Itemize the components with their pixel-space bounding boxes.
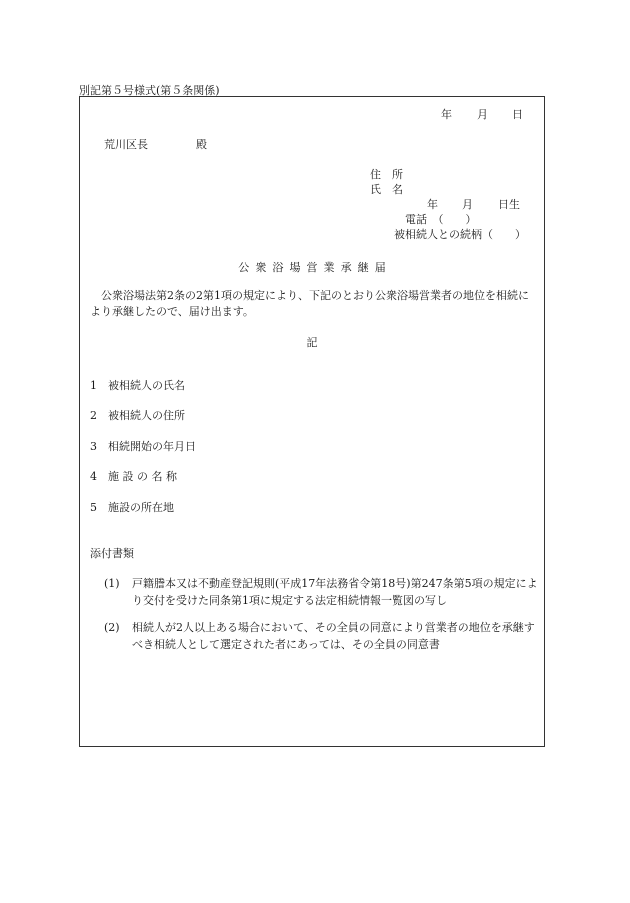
form-label: 別記第５号様式(第５条関係) bbox=[79, 84, 220, 97]
attachment-text: 相続人が2人以上ある場合において、その全員の同意により営業者の地位を承継すべき相続人として選定された者にあっては、その全員の同意書 bbox=[132, 621, 535, 651]
item-label: 施 設 の 名 称 bbox=[108, 470, 177, 483]
birth-day-label: 日生 bbox=[498, 198, 520, 211]
item-label: 被相続人の住所 bbox=[108, 409, 185, 422]
date-day-label: 日 bbox=[512, 108, 523, 121]
attachment-number: (2) bbox=[104, 621, 120, 634]
ki-heading: 記 bbox=[306, 336, 318, 349]
item-number: 1 bbox=[90, 379, 97, 392]
attachment-number: (1) bbox=[104, 577, 120, 590]
item-number: 3 bbox=[90, 440, 97, 453]
item-number: 2 bbox=[90, 409, 97, 422]
item-row bbox=[90, 407, 185, 423]
attachment-item bbox=[104, 619, 544, 653]
item-label: 施設の所在地 bbox=[108, 501, 174, 514]
attachment-text: 戸籍謄本又は不動産登記規則(平成17年法務省令第18号)第247条第5項の規定により交付を受けた同条第1項に規定する法定相続情報一覧図の写し bbox=[132, 577, 538, 607]
item-label: 相続開始の年月日 bbox=[108, 440, 196, 453]
addressee-name: 荒川区長 bbox=[104, 138, 148, 151]
item-label: 被相続人の氏名 bbox=[108, 379, 185, 392]
item-row bbox=[90, 438, 196, 454]
body-paragraph: 公衆浴場法第2条の2第1項の規定により、下記のとおり公衆浴場営業者の地位を相続により承継したので、届け出ます。 bbox=[90, 289, 529, 318]
phone-label: 電話 （ ） bbox=[405, 213, 477, 226]
address-label: 住 所 bbox=[370, 168, 403, 181]
item-row bbox=[90, 499, 174, 515]
date-year-label: 年 bbox=[441, 108, 452, 121]
document-title: 公衆浴場営業承継届 bbox=[238, 261, 392, 274]
relationship-label: 被相続人との続柄（ ） bbox=[394, 228, 526, 241]
attachments-heading: 添付書類 bbox=[90, 547, 134, 560]
birth-month-label: 月 bbox=[462, 198, 473, 211]
item-number: 4 bbox=[90, 470, 97, 483]
item-row bbox=[90, 468, 177, 484]
date-month-label: 月 bbox=[477, 108, 488, 121]
item-row bbox=[90, 377, 185, 393]
name-label: 氏 名 bbox=[370, 183, 403, 196]
item-number: 5 bbox=[90, 501, 97, 514]
addressee-honorific: 殿 bbox=[196, 138, 207, 151]
birth-year-label: 年 bbox=[427, 198, 438, 211]
attachment-item bbox=[104, 575, 544, 609]
